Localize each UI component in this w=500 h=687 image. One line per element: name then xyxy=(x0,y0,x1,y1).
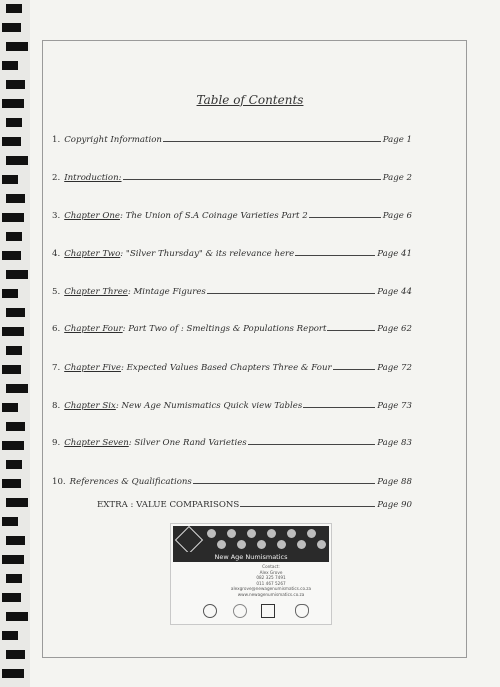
contact-block xyxy=(211,564,331,598)
entry-page: Page 83 xyxy=(377,438,412,448)
binding-tooth xyxy=(6,4,22,13)
binding-tooth xyxy=(2,365,21,374)
extra-page: Page 90 xyxy=(377,500,412,510)
entry-number: 8. xyxy=(52,401,61,411)
entry-text: : Expected Values Based Chapters Three & Four xyxy=(120,363,332,373)
coin-icon xyxy=(307,529,316,538)
binding-tooth xyxy=(2,479,21,488)
dot-leader xyxy=(240,506,375,507)
entry-number: 1. xyxy=(52,135,61,145)
brand-banner: New Age Numismatics xyxy=(173,552,329,562)
binding-tooth xyxy=(2,175,18,184)
dot-leader xyxy=(163,141,381,142)
binding-tooth xyxy=(6,574,22,583)
binding-tooth xyxy=(2,251,21,260)
binding-tooth xyxy=(2,441,24,450)
entry-number: 4. xyxy=(52,249,61,259)
binding-tooth xyxy=(6,536,25,545)
entry-number: 9. xyxy=(52,438,61,448)
contact-line: 011 467 5267 xyxy=(256,580,286,586)
entry-text: : New Age Numismatics Quick view Tables xyxy=(115,401,303,411)
binding-tooth xyxy=(6,498,28,507)
entry-page: Page 41 xyxy=(377,249,412,259)
coin-icon xyxy=(297,540,306,549)
contact-line: www.newagenumismatics.co.za xyxy=(237,591,305,597)
dot-leader xyxy=(193,483,375,484)
coin-icon xyxy=(227,529,236,538)
binding-tooth xyxy=(2,61,18,70)
entry-chapter: Chapter Five xyxy=(64,363,121,373)
dot-leader xyxy=(295,255,375,256)
binding-tooth xyxy=(2,517,18,526)
binding-tooth xyxy=(6,194,25,203)
toc-entry-10 xyxy=(52,473,412,487)
binding-tooth xyxy=(2,23,21,32)
diamond-emblem xyxy=(175,526,203,554)
binding-tooth xyxy=(2,631,18,640)
affiliation-icons xyxy=(171,604,331,622)
binding-tooth xyxy=(6,118,22,127)
dot-leader xyxy=(309,217,381,218)
toc-entry-2 xyxy=(52,169,412,183)
entry-text: References & Qualifications xyxy=(69,477,192,487)
entry-page: Page 2 xyxy=(382,173,412,183)
dot-leader xyxy=(248,444,376,445)
binding-tooth xyxy=(6,42,28,51)
entry-text: : Part Two of : Smeltings & Populations Report xyxy=(122,324,327,334)
toc-entry-1 xyxy=(52,131,412,145)
dot-leader xyxy=(333,369,376,370)
binding-tooth xyxy=(2,593,21,602)
entry-chapter: Chapter One xyxy=(64,211,120,221)
toc-entry-4 xyxy=(52,245,412,259)
entry-page: Page 88 xyxy=(377,477,412,487)
dot-leader xyxy=(207,293,375,294)
entry-chapter: Chapter Two xyxy=(64,249,121,259)
entry-text: Copyright Information xyxy=(64,135,162,145)
entry-number: 2. xyxy=(52,173,61,183)
toc-entry-9 xyxy=(52,434,412,448)
coin-icon xyxy=(247,529,256,538)
binding-tooth xyxy=(6,308,25,317)
entry-page: Page 62 xyxy=(377,324,412,334)
entry-chapter: Chapter Seven xyxy=(64,438,129,448)
entry-chapter: Chapter Four xyxy=(64,324,123,334)
toc-entry-7 xyxy=(52,359,412,373)
entry-text: : Mintage Figures xyxy=(127,287,206,297)
binding-tooth xyxy=(2,403,18,412)
crest-icon xyxy=(295,604,309,618)
binding-tooth xyxy=(6,80,25,89)
entry-chapter: Chapter Three xyxy=(64,287,128,297)
coin-icon xyxy=(267,529,276,538)
toc-entry-3 xyxy=(52,207,412,221)
contact-line: Contact: xyxy=(262,564,280,569)
dot-leader xyxy=(123,179,381,180)
binding-tooth xyxy=(6,460,22,469)
coin-icon xyxy=(317,540,326,549)
association-seal-icon xyxy=(203,604,217,618)
entry-number: 3. xyxy=(52,211,61,221)
coin-icon xyxy=(237,540,246,549)
new-age-numismatics-card xyxy=(170,523,332,625)
coin-icon xyxy=(217,540,226,549)
framed-emblem-icon xyxy=(261,604,275,618)
entry-chapter: Introduction: xyxy=(64,173,122,183)
coin-banner-image xyxy=(173,526,329,552)
coin-icon xyxy=(207,529,216,538)
contact-line: 082 325 7491 xyxy=(256,575,286,581)
binding-tooth xyxy=(6,156,28,165)
entry-number: 10. xyxy=(52,477,66,487)
entry-page: Page 6 xyxy=(382,211,412,221)
binding-tooth xyxy=(2,327,24,336)
binding-tooth xyxy=(6,612,28,621)
coin-icon xyxy=(257,540,266,549)
binding-tooth xyxy=(2,137,21,146)
entry-page: Page 1 xyxy=(382,135,412,145)
entry-text: : Silver One Rand Varieties xyxy=(128,438,247,448)
coin-icon xyxy=(287,529,296,538)
toc-entry-5 xyxy=(52,283,412,297)
binding-tooth xyxy=(6,650,25,659)
society-badge-icon xyxy=(233,604,247,618)
dot-leader xyxy=(327,330,375,331)
entry-page: Page 73 xyxy=(377,401,412,411)
contact-line: alexgrove@newagenumismatics.co.za xyxy=(230,586,312,592)
binding-tooth xyxy=(6,232,22,241)
coin-icon xyxy=(277,540,286,549)
contact-line: Alex Grove xyxy=(259,569,283,575)
binding-tooth xyxy=(2,213,24,222)
entry-text: : The Union of S.A Coinage Varieties Part 2 xyxy=(119,211,308,221)
dot-leader xyxy=(303,407,375,408)
binding-tooth xyxy=(6,270,28,279)
binding-tooth xyxy=(6,422,25,431)
entry-page: Page 44 xyxy=(377,287,412,297)
binding-tooth xyxy=(6,384,28,393)
page-title: Table of Contents xyxy=(196,93,304,107)
entry-text: : "Silver Thursday" & its relevance here xyxy=(120,249,295,259)
entry-number: 5. xyxy=(52,287,61,297)
binding-tooth xyxy=(2,669,24,678)
toc-entry-6 xyxy=(52,320,412,334)
toc-entry-8 xyxy=(52,397,412,411)
entry-number: 6. xyxy=(52,324,61,334)
binding-tooth xyxy=(2,555,24,564)
entry-number: 7. xyxy=(52,363,61,373)
extra-text: EXTRA : VALUE COMPARISONS xyxy=(97,500,240,510)
binding-tooth xyxy=(2,289,18,298)
entry-chapter: Chapter Six xyxy=(64,401,116,411)
binding-tooth xyxy=(6,346,22,355)
entry-page: Page 72 xyxy=(377,363,412,373)
toc-extra-entry xyxy=(97,496,412,510)
